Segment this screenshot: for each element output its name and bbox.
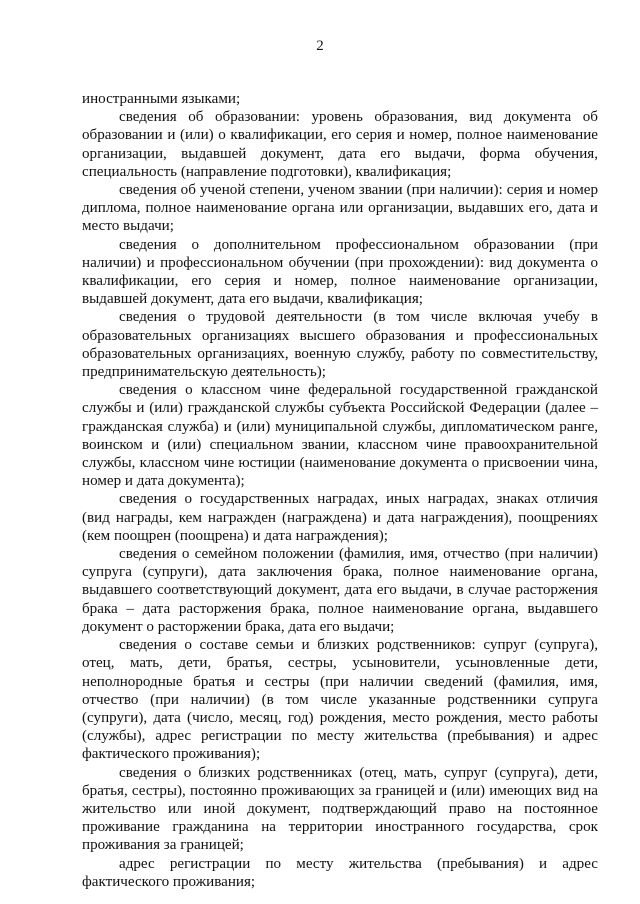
paragraph-work-activity: сведения о трудовой деятельности (в том числе включая учебу в образовательных организациях высшего образования и профессиональных образовательных организациях, военную службу, работу по совместительству, предпринимательскую деятельность); bbox=[82, 309, 598, 381]
page-number: 2 bbox=[316, 38, 324, 54]
paragraph-continuation: иностранными языками; bbox=[82, 91, 241, 107]
document-body bbox=[82, 90, 598, 891]
paragraph-marital-status: сведения о семейном положении (фамилия, имя, отчество (при наличии) супруга (супруги), дата заключения брака, полное наименование органа, выдавшего соответствующий документ, дата его выдачи, в случае расторжения брака – дата расторжения брака, полное наименование органа, выдавшего документ о расторжении брака, дата его выдачи; bbox=[82, 546, 598, 635]
paragraph-class-rank: сведения о классном чине федеральной государственной гражданской службы и (или) гражданской службы субъекта Российской Федерации (далее – гражданская служба) и (или) муниципальной службы, дипломатическом ранге, воинском и (или) специальном звании, классном чине правоохранительной службы, классном чине юстиции (наименование документа о присвоении чина, номер и дата документа); bbox=[82, 382, 598, 490]
paragraph-additional-education: сведения о дополнительном профессиональном образовании (при наличии) и профессиональном обучении (при прохождении): вид документа о квалификации, его серия и номер, полное наименование организации, выдавшей документ, дата его выдачи, квалификация; bbox=[82, 236, 598, 308]
paragraph-address: адрес регистрации по месту жительства (пребывания) и адрес фактического проживания; bbox=[82, 855, 598, 890]
paragraph-family-composition: сведения о составе семьи и близких родственников: супруг (супруга), отец, мать, дети, братья, сестры, усыновители, усыновленные дети, неполнородные братья и сестры (при наличии сведений (фамилия, имя, отчество (при наличии) (в том числе указанные родственники супруга (супруги), дата (число, месяц, год) рождения, место рождения, место работы (службы), адрес регистрации по месту жительства (пребывания) и адрес фактического проживания); bbox=[82, 637, 598, 763]
paragraph-academic-degree: сведения об ученой степени, ученом звании (при наличии): серия и номер диплома, полное наименование органа или организации, выдавших его, дата и место выдачи; bbox=[82, 182, 598, 235]
paragraph-awards: сведения о государственных наградах, иных наградах, знаках отличия (вид награды, кем награжден (награждена) и дата награждения), поощрениях (кем поощрен (поощрена) и дата награждения); bbox=[82, 491, 598, 544]
paragraph-relatives-abroad: сведения о близких родственниках (отец, мать, супруг (супруга), дети, братья, сестры), постоянно проживающих за границей и (или) имеющих вид на жительство или иной документ, подтверждающий право на постоянное проживание гражданина на территории иностранного государства, срок проживания за границей; bbox=[82, 764, 598, 854]
paragraph-education: сведения об образовании: уровень образования, вид документа об образовании и (или) о квалификации, его серия и номер, полное наименование организации, выдавшей документ, дата его выдачи, форма обучения, специальность (направление подготовки), квалификация; bbox=[82, 109, 598, 180]
